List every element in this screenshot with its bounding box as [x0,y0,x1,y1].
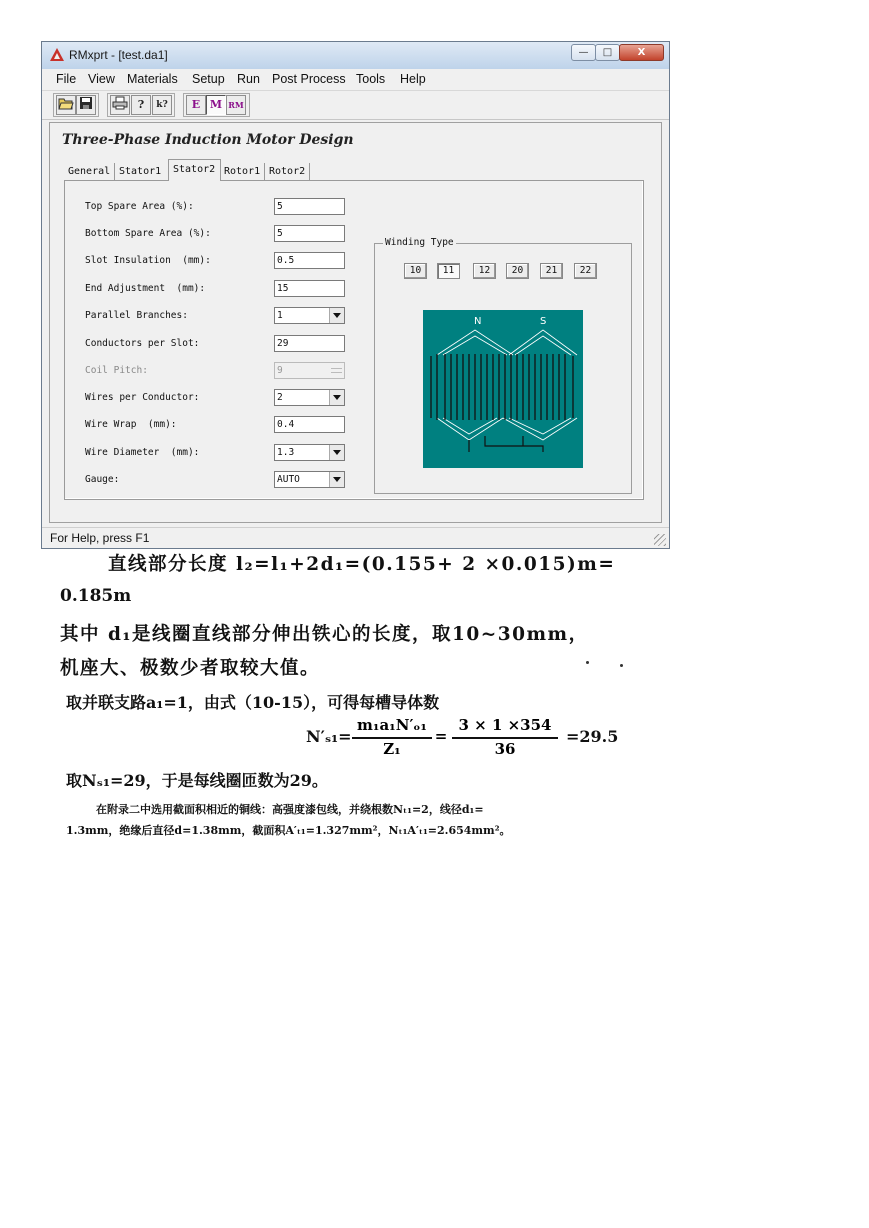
menu-file[interactable]: File [56,72,77,86]
wires-per-conductor-value: 2 [277,392,283,403]
design-title: Three-Phase Induction Motor Design [62,132,354,148]
menu-run[interactable]: Run [237,72,260,86]
wires-per-conductor-select[interactable] [274,389,345,406]
rm-button[interactable]: RM [226,95,246,115]
tab-stator1[interactable]: Stator1 [115,163,169,180]
parallel-branches-label: Parallel Branches: [85,310,188,321]
bottom-spare-area-label: Bottom Spare Area (%): [85,228,211,239]
parallel-branches-value: 1 [277,310,283,321]
gauge-select[interactable] [274,471,345,488]
formula-numerator-2: 3 × 1 ×354 [458,716,552,734]
top-spare-area-input[interactable]: 5 [274,198,345,215]
doc-line-turns: 取Nₛ₁=29，于是每线圈匝数为29。 [66,771,328,790]
slot-insulation-input[interactable]: 0.5 [274,252,345,269]
scan-speck [586,661,589,664]
gauge-label: Gauge: [85,474,120,485]
m-button[interactable]: M [206,95,226,115]
close-button[interactable]: X [619,44,664,61]
end-winding-outlines [437,330,577,440]
winding-type-20-button[interactable]: 20 [506,263,529,279]
doc-line-diameter: 1.3mm，绝缘后直径d=1.38mm，截面积A′ₜ₁=1.327mm²，Nₜ₁A′ₜ₁=2.654mm²。 [66,824,511,837]
doc-line-where: 其中 d₁是线圈直线部分伸出铁心的长度，取10~30mm， [60,624,589,645]
wire-diameter-value: 1.3 [277,447,295,458]
context-help-icon: k? [156,100,168,110]
menu-materials[interactable]: Materials [127,72,178,86]
doc-line-appendix: 在附录二中选用截面积相近的铜线：高强度漆包线，并绕根数Nₜ₁=2，线径d₁= [96,803,484,816]
resize-grip-icon[interactable] [654,534,666,546]
doc-line-straight-length: 直线部分长度 l₂=l₁+2d₁=(0.155+ 2 ×0.015)m= [108,554,616,575]
maximize-button[interactable]: □ [595,44,620,61]
formula-denominator-1: Z₁ [383,740,401,758]
context-help-button[interactable] [152,95,172,115]
print-button[interactable] [110,95,130,115]
rmxprt-window [41,41,670,549]
title-bar[interactable] [42,42,669,70]
conductors-per-slot-label: Conductors per Slot: [85,338,200,349]
open-folder-icon [58,96,74,110]
pole-s-label: S [540,316,547,327]
doc-line-frame: 机座大、极数少者取较大值。 [60,658,321,679]
menu-tools[interactable]: Tools [356,72,386,86]
chevron-down-icon[interactable] [329,472,344,487]
winding-type-21-button[interactable]: 21 [540,263,563,279]
tab-general[interactable]: General [64,163,115,180]
help-button[interactable] [131,95,151,115]
formula-denominator-2: 36 [494,740,516,758]
rmxprt-logo-icon [50,48,64,61]
gauge-value: AUTO [277,474,300,485]
minimize-button[interactable]: — [571,44,596,61]
fraction-bar [352,737,432,739]
window-title: RMxprt - [test.da1] [69,48,168,62]
slot-conductors [431,354,573,420]
formula-equals: = [434,727,448,745]
lead-connections [469,436,543,452]
wires-per-conductor-label: Wires per Conductor: [85,392,200,403]
wire-diameter-select[interactable] [274,444,345,461]
design-pane [49,122,662,523]
print-icon [112,96,128,110]
wire-diameter-label: Wire Diameter (mm): [85,447,200,458]
status-bar [42,527,669,549]
help-icon: ? [137,98,145,111]
formula-numerator-1: m₁a₁N′ₒ₁ [357,716,427,734]
tab-rotor2[interactable]: Rotor2 [265,163,310,180]
save-icon [79,96,93,110]
menu-post-process[interactable]: Post Process [272,72,346,86]
coil-pitch-value: 9 [277,365,283,376]
conductors-per-slot-input[interactable]: 29 [274,335,345,352]
menu-bar [42,69,669,91]
formula-lhs: N′ₛ₁= [306,727,352,746]
winding-type-legend: Winding Type [385,237,454,248]
save-button[interactable] [76,95,96,115]
chevron-down-icon[interactable] [329,445,344,460]
tab-rotor1[interactable]: Rotor1 [220,163,265,180]
status-text: For Help, press F1 [50,531,150,545]
spinner-arrows-icon [330,364,343,377]
winding-diagram [423,310,583,468]
chevron-down-icon[interactable] [329,390,344,405]
e-button[interactable]: E [186,95,206,115]
coil-pitch-spinner [274,362,345,379]
winding-type-10-button[interactable]: 10 [404,263,427,279]
end-adjustment-label: End Adjustment (mm): [85,283,206,294]
tab-stator2[interactable]: Stator2 [168,159,221,181]
fraction-bar [452,737,558,739]
scan-speck [620,664,623,667]
chevron-down-icon[interactable] [329,308,344,323]
bottom-spare-area-input[interactable]: 5 [274,225,345,242]
parallel-branches-select[interactable] [274,307,345,324]
doc-line-parallel-branches: 取并联支路a₁=1，由式（10-15），可得每槽导体数 [66,693,440,712]
menu-setup[interactable]: Setup [192,72,225,86]
formula-result: =29.5 [566,727,619,746]
winding-diagram-graphic [423,310,583,468]
open-folder-button[interactable] [56,95,76,115]
slot-insulation-label: Slot Insulation (mm): [85,255,211,266]
top-spare-area-label: Top Spare Area (%): [85,201,194,212]
menu-help[interactable]: Help [400,72,426,86]
winding-type-11-button[interactable]: 11 [437,263,460,279]
wire-wrap-label: Wire Wrap (mm): [85,419,177,430]
coil-pitch-label: Coil Pitch: [85,365,148,376]
pole-n-label: N [474,316,482,327]
winding-type-12-button[interactable]: 12 [473,263,496,279]
winding-type-22-button[interactable]: 22 [574,263,597,279]
winding-type-group [374,237,632,494]
end-adjustment-input[interactable]: 15 [274,280,345,297]
wire-wrap-input[interactable]: 0.4 [274,416,345,433]
doc-line-value: 0.185m [60,586,132,606]
toolbar [42,91,669,120]
menu-view[interactable]: View [88,72,115,86]
